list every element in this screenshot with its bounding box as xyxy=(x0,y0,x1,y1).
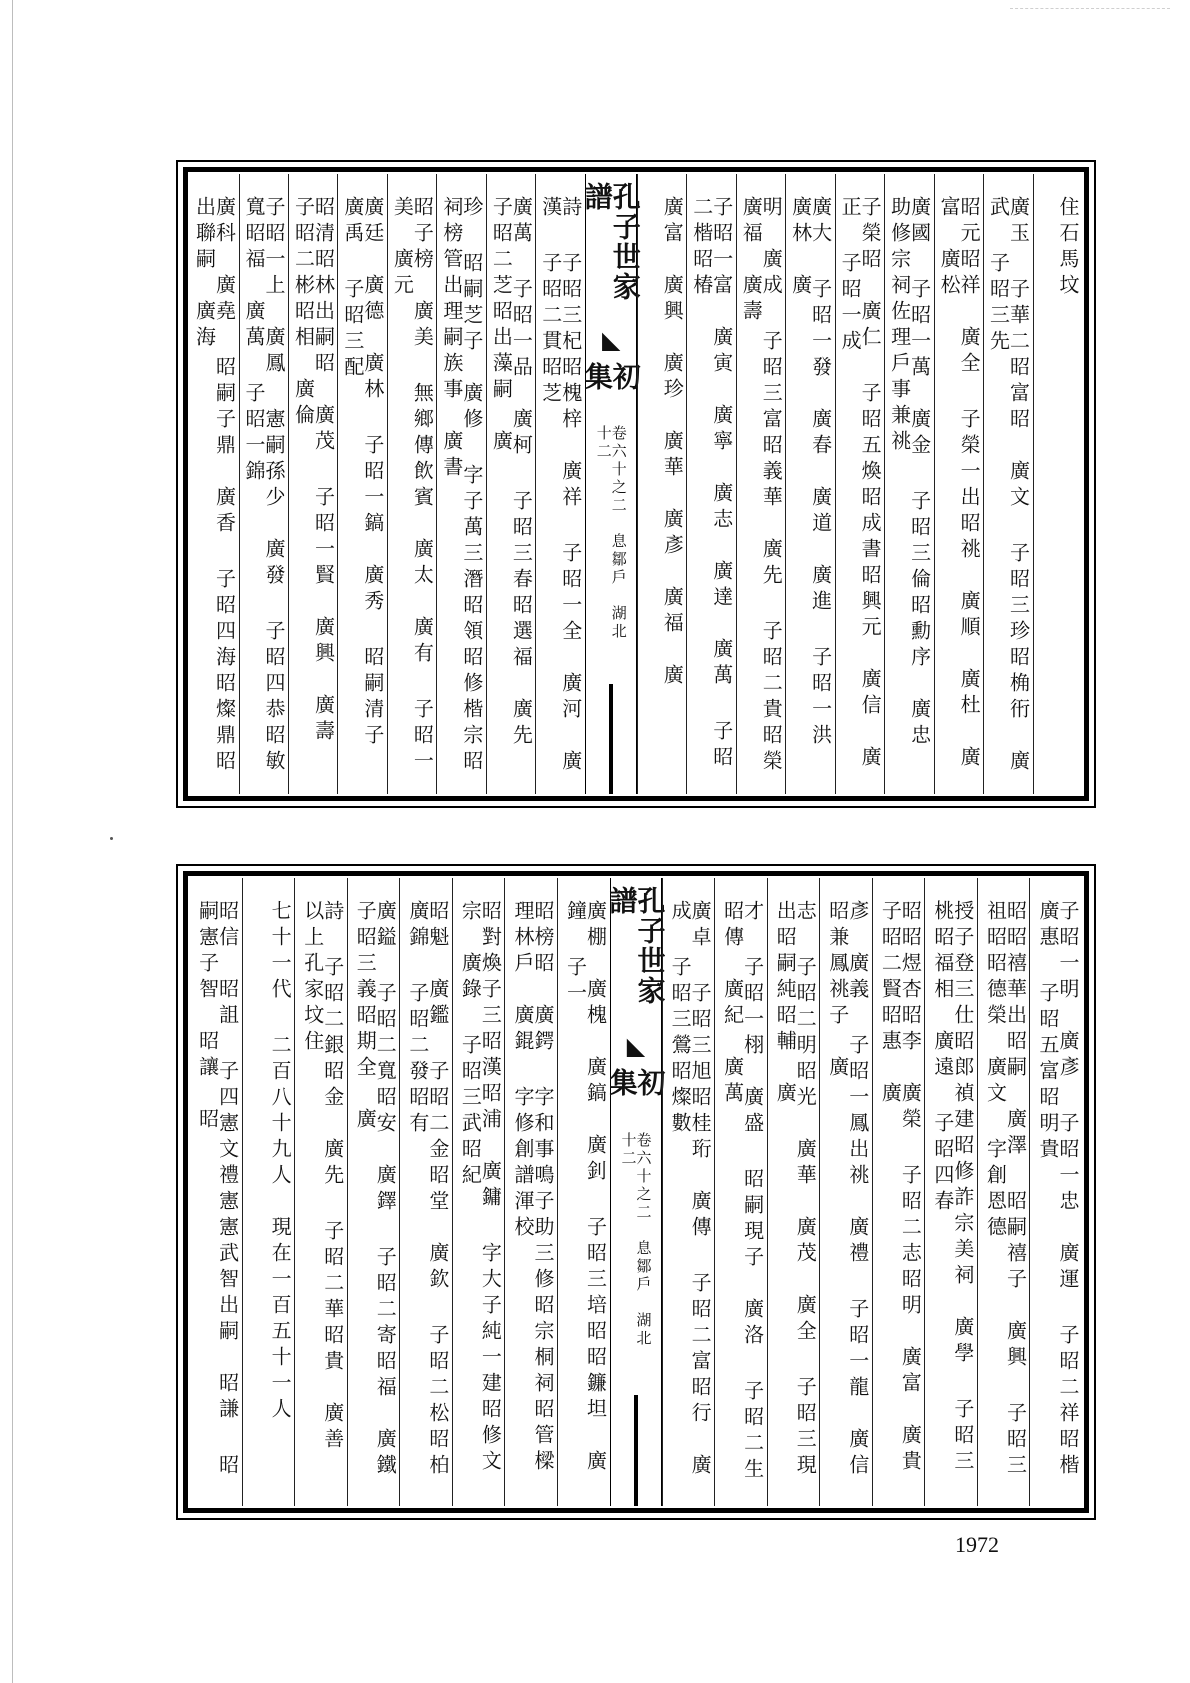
column: 昭清昭林出嗣昭 廣茂 子昭一賢 廣興 廣壽 子昭二彬昭相 廣倫 xyxy=(288,174,337,794)
column: 廣科 廣堯 昭嗣子鼎 廣香 子昭四海昭燦鼎昭出聯嗣 廣海 xyxy=(192,196,237,776)
collection-label: 初集 xyxy=(580,362,642,393)
column: 廣卓 子昭三旭昭桂珩 廣傳 子昭二富昭行 廣成 子昭三鶯昭燦數 xyxy=(662,878,715,1506)
scan-speck xyxy=(110,837,113,840)
columns-bottom xyxy=(190,878,1082,1506)
column: 昭昭禧華出昭嗣 廣澤 昭嗣禧子 廣興 子昭三祖昭昭德榮 廣文 字創恩德 xyxy=(977,878,1030,1506)
columns-top xyxy=(190,174,1082,802)
column: 彥 廣義 子昭一鳳出祧 廣禮 子昭一龍 廣信 昭兼鳳祧子 廣 xyxy=(819,878,872,1506)
column: 廣鎰 子昭二寬昭安 廣鐸 子昭二寄昭福 廣鐵 子昭三義昭期全 廣 xyxy=(347,878,400,1506)
column: 七十一代 二百八十九人 現在一百五十一人 xyxy=(242,878,295,1506)
title-rule xyxy=(634,1395,638,1506)
book-title-column xyxy=(605,878,667,1506)
book-title: 孔子世家譜 xyxy=(580,182,642,302)
column: 昭對煥子三昭漢昭浦 廣鏞 字大子純一建昭修文宗 廣錄 子昭三武昭紀 xyxy=(452,878,505,1506)
column: 子榮昭 廣仁 子昭五煥昭成書昭興元 廣信 廣正 子昭一成 xyxy=(835,174,884,794)
column: 廣廷 廣德 廣林 子昭一鎬 廣秀 昭嗣清子 廣禹 子昭三配 xyxy=(337,174,386,794)
column: 詩 子昭二銀昭金 廣先 子昭二華昭貴 廣善 以上孔家坟住 xyxy=(294,878,347,1506)
page-panel-bottom xyxy=(176,864,1096,1520)
volume-subtitle: 卷六十之二 息鄒戶 湖北 十二 xyxy=(594,425,628,660)
title-rule xyxy=(609,684,613,794)
column: 昭子榜 廣美 無鄉傳飲賓 廣太 廣有 子昭一美 廣元 xyxy=(387,174,436,794)
fish-tail-mark-icon: ◣ xyxy=(596,325,626,357)
column: 昭榜昭 廣鍔 字和事鳴子助三修昭宗桐祠昭管樑理林戶 廣錕 字修創譜渾校 xyxy=(504,878,557,1506)
column: 珍 昭嗣芝子 廣修 字子萬三潛昭領昭修楷宗昭祠榜管出理嗣族事 廣書 xyxy=(436,174,485,794)
column: 廣玉 子華二昭富昭 廣文 子昭三珍昭桷衎 廣武 子昭三先 xyxy=(983,174,1032,794)
column: 昭信 昭詛 子四憲文禮憲憲武智出嗣 昭謙 昭嗣憲子智 昭讓 昭 xyxy=(195,900,240,1480)
column: 子昭一明 廣彥 子昭一忠 廣運 子昭二祥昭楷 廣惠 子昭五富昭明貴 xyxy=(1029,878,1082,1506)
column: 廣棚 廣槐 廣鎬 廣釗 子昭三培昭昭鐮坦 廣鐘 子一 xyxy=(557,878,610,1506)
column: 子昭一富 廣寅 廣寧 廣志 廣達 廣萬 子昭二楷昭椿 xyxy=(686,174,735,794)
column: 才 子昭一栩 廣盛 昭嗣現子 廣洛 子昭二生昭傳 廣紀 廣萬 xyxy=(714,878,767,1506)
column: 廣富 廣興 廣珍 廣華 廣彥 廣福 廣 xyxy=(637,174,686,794)
column: 昭元昭祥 廣全 子榮一出昭祧 廣順 廣杜 廣富 廣松 xyxy=(934,174,983,794)
collection-label: 初集 xyxy=(605,1068,667,1099)
column: 子昭一上 廣鳳 憲嗣孫少 廣發 子昭四恭昭敏寬昭福 廣萬 子昭一錦 xyxy=(239,174,288,794)
column: 明 廣成 子昭三富昭義華 廣先 子昭二貴昭榮 廣福 廣壽 xyxy=(736,174,785,794)
column: 廣國 子昭一萬 廣金 子昭三倫昭勳序 廣忠 助修宗祠佐理戶事兼祧 xyxy=(884,174,933,794)
column: 授子登三仕昭郎禎建昭修詐宗美祠 廣學 子昭三桃昭福相 廣遠 子昭四春 xyxy=(924,878,977,1506)
fish-tail-mark-icon: ◣ xyxy=(621,1031,651,1063)
column: 志 子昭二明昭光 廣華 廣茂 廣全 子昭三現出昭嗣純昭輔 廣 xyxy=(767,878,820,1506)
page-panel-top xyxy=(176,160,1096,808)
column: 廣萬 子昭一品 廣柯 子昭三春昭選福 廣先 子昭二芝昭出藻嗣 廣 xyxy=(486,174,535,794)
column: 廣大 子昭一發 廣春 廣道 廣進 子昭一洪 廣林 廣 xyxy=(785,174,834,794)
column: 昭魁 廣鑑 子昭二金昭堂 廣欽 子昭二松昭柏 廣錦 子昭二發昭有 xyxy=(399,878,452,1506)
page-number: 1972 xyxy=(955,1532,999,1557)
book-title-column xyxy=(580,174,642,794)
binding-edge xyxy=(12,0,13,1683)
column: 昭昭煜杏昭李 廣榮 子昭二志昭明 廣富 廣貴 子昭二賢昭惠 廣 xyxy=(872,878,925,1506)
column: 住石馬坟 xyxy=(1033,174,1082,794)
book-title: 孔子世家譜 xyxy=(605,886,667,1006)
volume-subtitle: 卷六十之二 息鄒戶 湖北 十二 xyxy=(619,1131,653,1366)
column: 詩 子昭三杞昭槐梓 廣祥 子昭一全 廣河 廣漢 子昭二貫昭芝 xyxy=(535,174,584,794)
scan-artifact xyxy=(1010,8,1170,10)
